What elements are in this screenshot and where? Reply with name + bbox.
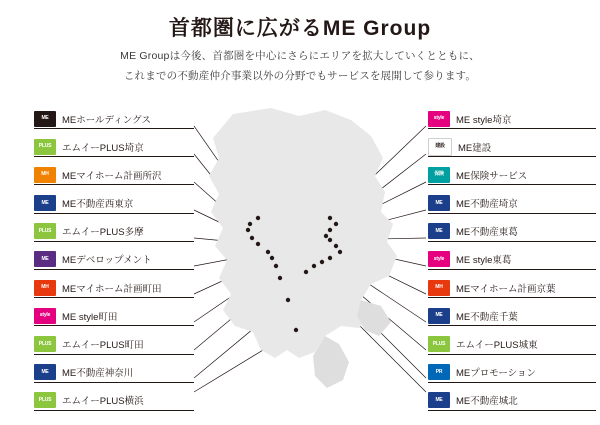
label-underline xyxy=(428,410,596,411)
company-entry[interactable] xyxy=(428,303,596,328)
company-entry[interactable] xyxy=(428,219,596,244)
label-underline xyxy=(34,325,194,326)
label-underline xyxy=(428,241,596,242)
company-logo-icon: MH xyxy=(34,167,56,183)
map-landmass xyxy=(209,108,397,388)
company-name-label: ME不動産城北 xyxy=(456,396,518,408)
company-name-label: エムイーPLUS埼京 xyxy=(62,142,144,154)
company-logo-icon: 保険 xyxy=(428,167,450,183)
company-name-label: ME style東葛 xyxy=(456,255,512,267)
company-entry[interactable] xyxy=(428,275,596,300)
company-entry[interactable] xyxy=(428,360,596,385)
company-name-label: MEマイホーム計画京葉 xyxy=(456,283,556,295)
company-logo-icon: MH xyxy=(428,280,450,296)
label-underline xyxy=(34,382,194,383)
label-underline xyxy=(34,410,194,411)
right-label-column xyxy=(428,106,596,416)
company-entry[interactable] xyxy=(34,247,194,272)
company-entry[interactable] xyxy=(34,303,194,328)
label-underline xyxy=(428,156,596,157)
label-underline xyxy=(34,128,194,129)
company-entry[interactable] xyxy=(34,332,194,357)
company-name-label: ME保険サービス xyxy=(456,170,528,182)
company-name-label: ME不動産神奈川 xyxy=(62,368,134,380)
company-name-label: ME style埼京 xyxy=(456,114,512,126)
company-logo-icon: PLUS xyxy=(34,392,56,408)
company-entry[interactable] xyxy=(428,388,596,413)
company-logo-icon: ME xyxy=(34,364,56,380)
company-logo-icon: PLUS xyxy=(34,336,56,352)
company-entry[interactable] xyxy=(34,219,194,244)
company-name-label: MEホールディングス xyxy=(62,114,152,126)
company-logo-icon: style xyxy=(428,111,450,127)
map-svg xyxy=(175,100,425,400)
company-logo-icon: ME xyxy=(428,308,450,324)
company-entry[interactable] xyxy=(428,162,596,187)
subtitle-line-1: ME Groupは今後、首都圏を中心にさらにエリアを拡大していくとともに、 xyxy=(120,50,480,62)
company-logo-icon: style xyxy=(34,308,56,324)
kanto-region-map xyxy=(175,100,425,400)
company-logo-icon: PLUS xyxy=(34,223,56,239)
label-underline xyxy=(428,269,596,270)
label-underline xyxy=(428,213,596,214)
company-logo-icon: ME xyxy=(428,223,450,239)
company-entry[interactable] xyxy=(428,134,596,159)
label-underline xyxy=(428,297,596,298)
company-entry[interactable] xyxy=(428,106,596,131)
company-logo-icon: ME xyxy=(428,392,450,408)
label-underline xyxy=(34,184,194,185)
company-name-label: ME不動産西東京 xyxy=(62,199,134,211)
company-name-label: MEマイホーム計画町田 xyxy=(62,283,162,295)
company-entry[interactable] xyxy=(428,247,596,272)
company-logo-icon: MH xyxy=(34,280,56,296)
label-underline xyxy=(34,241,194,242)
company-logo-icon: 建設 xyxy=(428,138,452,156)
company-name-label: ME style町田 xyxy=(62,311,118,323)
label-underline xyxy=(34,156,194,157)
company-logo-icon: style xyxy=(428,251,450,267)
company-entry[interactable] xyxy=(34,134,194,159)
company-logo-icon: PLUS xyxy=(428,336,450,352)
company-entry[interactable] xyxy=(34,360,194,385)
company-logo-icon: ME xyxy=(34,111,56,127)
page-title: 首都圏に広がるME Group xyxy=(168,17,432,40)
company-name-label: ME不動産埼京 xyxy=(456,199,518,211)
company-logo-icon: PLUS xyxy=(34,139,56,155)
company-name-label: MEデベロップメント xyxy=(62,255,152,267)
company-logo-icon: ME xyxy=(428,195,450,211)
company-entry[interactable] xyxy=(34,388,194,413)
company-logo-icon: ME xyxy=(34,251,56,267)
company-entry[interactable] xyxy=(428,332,596,357)
company-entry[interactable] xyxy=(34,191,194,216)
company-entry[interactable] xyxy=(34,275,194,300)
company-entry[interactable] xyxy=(34,106,194,131)
company-name-label: エムイーPLUS多摩 xyxy=(62,227,144,239)
label-underline xyxy=(428,382,596,383)
company-name-label: ME不動産千葉 xyxy=(456,311,518,323)
label-underline xyxy=(428,128,596,129)
company-name-label: エムイーPLUS城東 xyxy=(456,340,538,351)
company-logo-icon: PR xyxy=(428,364,450,380)
label-underline xyxy=(34,354,194,355)
company-name-label: ME不動産東葛 xyxy=(456,227,518,239)
company-name-label: MEマイホーム計画所沢 xyxy=(62,170,162,182)
company-entry[interactable] xyxy=(34,162,194,187)
label-underline xyxy=(428,184,596,185)
company-name-label: エムイーPLUS町田 xyxy=(62,340,144,351)
company-name-label: エムイーPLUS横浜 xyxy=(62,396,144,408)
label-underline xyxy=(428,354,596,355)
label-underline xyxy=(34,297,194,298)
label-underline xyxy=(34,269,194,270)
label-underline xyxy=(34,213,194,214)
company-name-label: MEプロモーション xyxy=(456,368,536,380)
subtitle-line-2: これまでの不動産仲介事業以外の分野でもサービスを展開して参ります。 xyxy=(123,70,477,82)
label-underline xyxy=(428,325,596,326)
company-name-label: ME建設 xyxy=(458,142,492,154)
company-entry[interactable] xyxy=(428,191,596,216)
left-label-column xyxy=(34,106,194,416)
company-logo-icon: ME xyxy=(34,195,56,211)
